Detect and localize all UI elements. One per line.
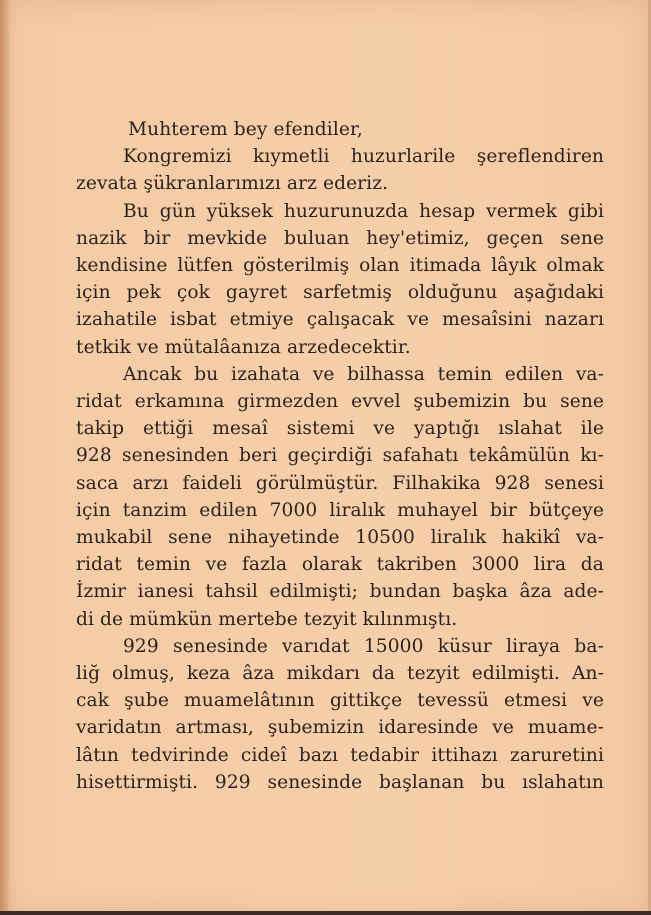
text-line: mukabil sene nihayetinde 10500 liralık hakikî va- [76,527,604,549]
text-line: izahatile isbat etmiye çalışacak ve mesaîsini nazarı [76,309,604,331]
paragraph-3 [76,361,604,633]
paragraph-2 [76,198,604,361]
text-line: varidatın artması, şubemizin idaresinde ve muame- [76,717,604,739]
text-line: di de mümkün mertebe tezyit kılınmıştı. [76,608,458,630]
text-line: takip ettiği mesaî sistemi ve yaptığı ıslahat ile [76,418,604,440]
text-line: İzmir ianesi tahsil edilmişti; bundan başka âza ade- [76,581,604,603]
page-left-edge-shadow [0,0,10,915]
text-line: için tanzim edilen 7000 liralık muhayel bir bütçeye [76,499,604,521]
text-line: ridat erkamına girmezden evvel şubemizin bu sene [76,391,604,413]
text-line: Muhterem bey efendiler, [128,119,363,140]
text-line: Bu gün yüksek huzurunuzda hesap vermek gibi [123,200,604,222]
text-line: hisettirmişti. 929 senesinde başlanan bu ıslahatın [76,771,604,793]
paragraph-4 [76,633,604,796]
text-line: Ancak bu izahata ve bilhassa temin edilen va- [123,363,604,385]
text-line: Kongremizi kıymetli huzurlarile şereflendiren [123,146,604,168]
text-line: liğ olmuş, keza âza mikdarı da tezyit edilmişti. An- [76,663,604,685]
text-line: lâtın tedvirinde cideî bazı tedabir ittihazı zaruretini [76,744,604,766]
text-line: için pek çok gayret sarfetmiş olduğunu aşağıdaki [76,282,604,304]
page-bottom-edge [0,911,651,915]
text-line: nazik bir mevkide buluan hey'etimiz, geçen sene [76,227,604,249]
text-line: saca arzı faideli görülmüştür. Filhakika 928 senesi [76,472,604,494]
text-line: zevata şükranlarımızı arz ederiz. [76,173,389,195]
text-line: cak şube muamelâtının gittikçe tevessü etmesi ve [76,690,604,712]
document-body [76,116,604,796]
text-line: 929 senesinde varıdat 15000 küsur liraya ba- [123,635,604,657]
salutation-paragraph [76,116,604,143]
text-line: kendisine lütfen gösterilmiş olan itimada lâyık olmak [76,255,604,277]
text-line: 928 senesinden beri geçirdiği safahatı tekâmülün kı- [76,445,604,467]
paragraph-1 [76,143,604,197]
text-line: ridat temin ve fazla olarak takriben 3000 lira da [76,554,604,576]
text-line: tetkik ve mütalâanıza arzedecektir. [76,336,411,358]
